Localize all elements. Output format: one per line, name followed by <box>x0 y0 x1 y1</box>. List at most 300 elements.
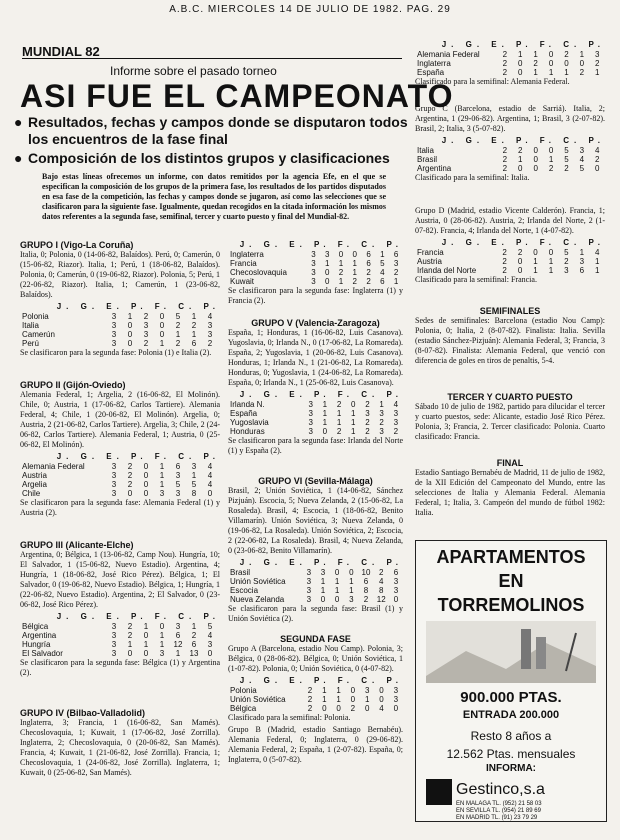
team-name: Chile <box>22 489 41 498</box>
stat-cell: 5 <box>191 480 197 489</box>
stat-cell: 3 <box>111 480 117 489</box>
stat-cell: 4 <box>378 577 384 586</box>
stat-cell: 1 <box>127 312 133 321</box>
group-1-title: GRUPO I (Vigo-La Coruña) <box>20 240 134 250</box>
stat-cell: 0 <box>207 649 213 658</box>
stat-cell: 3 <box>579 146 585 155</box>
group-b-standings <box>415 40 605 87</box>
table-row <box>415 266 605 275</box>
stat-cell: 0 <box>159 312 165 321</box>
stat-cell: 2 <box>127 471 133 480</box>
stat-cell: 6 <box>366 259 371 268</box>
stat-cell: 3 <box>393 586 399 595</box>
stat-cell: 0 <box>379 695 384 704</box>
stat-cell: 0 <box>320 595 326 604</box>
stat-cell: 2 <box>548 164 554 173</box>
stat-cell: 3 <box>111 312 117 321</box>
stat-cell: 3 <box>349 595 354 604</box>
stat-cell: 8 <box>378 586 384 595</box>
stat-cell: 4 <box>207 480 213 489</box>
stat-cell: 1 <box>325 259 330 268</box>
team-name: Unión Soviética <box>230 577 286 586</box>
stat-cell: 0 <box>518 59 523 68</box>
stat-cell: 4 <box>595 248 600 257</box>
stat-cell: 1 <box>548 257 554 266</box>
stat-cell: 2 <box>127 462 133 471</box>
stat-cell: 1 <box>349 586 354 595</box>
stat-cell: 2 <box>502 50 508 59</box>
stat-cell: 4 <box>393 400 399 409</box>
table-row <box>20 480 218 489</box>
stat-cell: 3 <box>325 250 330 259</box>
stat-cell: 2 <box>502 257 507 266</box>
stat-cell: 0 <box>143 631 149 640</box>
team-name: Escocia <box>230 586 259 595</box>
stat-cell: 0 <box>143 471 149 480</box>
stat-cell: 3 <box>564 266 569 275</box>
stat-cell: 6 <box>393 568 399 577</box>
ad-entry: ENTRADA 200.000 <box>462 709 560 721</box>
stat-cell: 2 <box>366 277 371 286</box>
stat-cell: 2 <box>564 164 569 173</box>
stat-cell: 1 <box>595 68 600 77</box>
group-4-title: GRUPO IV (Bilbao-Valladolid) <box>20 708 146 718</box>
stat-cell: 4 <box>380 268 385 277</box>
headline: ASI FUE EL CAMPEONATO <box>20 78 454 114</box>
group-5 <box>228 318 403 456</box>
second-phase <box>228 634 403 765</box>
stat-cell: 2 <box>352 277 357 286</box>
stat-cell: 3 <box>393 695 399 704</box>
table-row <box>228 277 403 286</box>
stat-cell: 0 <box>143 649 149 658</box>
stat-cell: 5 <box>564 155 569 164</box>
table-row <box>228 568 403 577</box>
apartments-ad <box>415 540 607 822</box>
stat-cell: 2 <box>595 155 600 164</box>
stat-cell: 3 <box>308 400 313 409</box>
stat-cell: 1 <box>322 418 328 427</box>
team-name: El Salvador <box>22 649 63 658</box>
stat-cell: 6 <box>380 277 385 286</box>
stat-cell: 0 <box>127 321 133 330</box>
table-row <box>228 250 403 259</box>
table-row <box>228 400 403 409</box>
stat-cell: 3 <box>379 427 384 436</box>
stat-cell: 1 <box>322 695 327 704</box>
group-c-table-header: J. G. E. P. F. C. P. <box>441 136 605 145</box>
group-c-table <box>415 146 605 173</box>
table-row <box>415 50 605 59</box>
table-row <box>228 268 403 277</box>
ad-phone-2: EN SEVILLA TL. (954) 21 89 69 <box>456 808 541 814</box>
stat-cell: 4 <box>207 312 213 321</box>
stat-cell: 3 <box>111 631 117 640</box>
group-2-table <box>20 462 218 498</box>
stat-cell: 0 <box>564 59 569 68</box>
stat-cell: 2 <box>338 268 344 277</box>
team-name: Bélgica <box>22 622 49 631</box>
stat-cell: 1 <box>175 330 181 339</box>
stat-cell: 1 <box>320 577 326 586</box>
group-6-table <box>228 568 403 604</box>
stat-cell: 1 <box>322 409 328 418</box>
stat-cell: 12 <box>376 595 386 604</box>
intro-paragraph: Bajo estas líneas ofrecemos un informe, con datos remitidos por la agencia Efe, en el que se especifican la composición de los grupos de la primera fase, los resultados de los partidos disputados en esa fase de la competición, las fechas y campos donde se jugaron, así como las selecciones que se clasificaron para la siguiente fase. Igualmente, quedan recogidos en la citada información los mismos datos referentes a la segunda fase, semifinal, tercer y cuarto puesto y final del Mundial-82. <box>42 172 386 221</box>
stat-cell: 0 <box>127 649 133 658</box>
group-2-title: GRUPO II (Gijón-Oviedo) <box>20 380 126 390</box>
stat-cell: 0 <box>533 146 538 155</box>
stat-cell: 3 <box>159 489 165 498</box>
stat-cell: 6 <box>175 462 181 471</box>
team-name: Inglaterra <box>230 250 264 259</box>
stat-cell: 8 <box>191 489 197 498</box>
team-name: Austria <box>417 257 442 266</box>
table-row <box>20 462 218 471</box>
stat-cell: 0 <box>548 59 554 68</box>
section-rule <box>22 58 402 59</box>
stat-cell: 0 <box>322 427 328 436</box>
stat-cell: 0 <box>334 595 340 604</box>
stat-cell: 3 <box>159 649 165 658</box>
bullet-dot-icon: ● <box>14 114 23 130</box>
stat-cell: 1 <box>320 586 326 595</box>
stat-cell: 3 <box>393 259 399 268</box>
stat-cell: 2 <box>350 704 356 713</box>
final-title: FINAL <box>496 458 524 468</box>
stat-cell: 3 <box>111 330 117 339</box>
group-4 <box>20 708 220 778</box>
stat-cell: 6 <box>579 266 585 275</box>
stat-cell: 3 <box>306 577 312 586</box>
stat-cell: 1 <box>191 312 197 321</box>
stat-cell: 1 <box>159 471 165 480</box>
stat-cell: 1 <box>548 68 554 77</box>
team-name: Brasil <box>230 568 251 577</box>
group-a-table <box>228 686 403 713</box>
stat-cell: 2 <box>143 312 149 321</box>
stat-cell: 1 <box>322 400 328 409</box>
group-2-text: Alemania Federal, 1; Argelia, 2 (16-06-82, El Molinón). Chile, 0; Austria, 1 (17-06-82, Carlos Tartiere). Alemania Federal, 4; Chile, 1 (20-06-82, El Molinón). Argelia, 0; Austria, 2 (21-06-82, Carlos Tartiere). Argelia, 3; Chile, 2 (24-06-82, Carlos Tartiere). Alemania Federal, 1; Austria, 0 (25-06-82, El Molinón). <box>20 390 220 449</box>
ad-inform: INFORMA: <box>486 763 536 774</box>
team-name: España <box>230 409 258 418</box>
stat-cell: 1 <box>579 248 585 257</box>
stat-cell: 1 <box>352 259 357 268</box>
group-6-title: GRUPO VI (Sevilla-Málaga) <box>258 476 373 486</box>
group-3-table <box>20 622 218 658</box>
stat-cell: 1 <box>159 640 165 649</box>
team-name: Francia <box>417 248 444 257</box>
group-d-table <box>415 248 605 275</box>
stat-cell: 3 <box>393 409 399 418</box>
team-name: Inglaterra <box>417 59 451 68</box>
team-name: Bélgica <box>230 704 257 713</box>
stat-cell: 2 <box>307 695 313 704</box>
stat-cell: 1 <box>548 266 554 275</box>
stat-cell: 2 <box>363 595 369 604</box>
team-name: Nueva Zelanda <box>230 595 285 604</box>
ad-phone-1: EN MALAGA TL. (952) 21 58 03 <box>456 801 542 807</box>
stat-cell: 3 <box>207 330 213 339</box>
stat-cell: 2 <box>191 631 197 640</box>
ad-monthly: 12.562 Ptas. mensuales <box>446 747 576 761</box>
stat-cell: 2 <box>564 50 569 59</box>
stat-cell: 0 <box>325 277 330 286</box>
group-1-note: Se clasificaron para la segunda fase: Polonia (1) e Italia (2). <box>20 348 212 357</box>
stat-cell: 0 <box>325 268 330 277</box>
team-name: España <box>417 68 445 77</box>
table-row <box>228 595 403 604</box>
stat-cell: 3 <box>111 471 117 480</box>
stat-cell: 3 <box>111 321 117 330</box>
stat-cell: 2 <box>393 427 399 436</box>
stat-cell: 2 <box>175 339 181 348</box>
group-b-table-header: J. G. E. P. F. C. P. <box>441 40 605 49</box>
stat-cell: 4 <box>207 462 213 471</box>
table-row <box>228 686 403 695</box>
bullet-2 <box>14 150 408 167</box>
stat-cell: 1 <box>159 339 165 348</box>
stat-cell: 0 <box>393 704 399 713</box>
stat-cell: 1 <box>143 622 149 631</box>
team-name: Alemania Federal <box>22 462 85 471</box>
table-row <box>228 586 403 595</box>
stat-cell: 2 <box>365 418 370 427</box>
stat-cell: 0 <box>379 686 384 695</box>
group-4-table-header: J. G. E. P. F. C. P. <box>239 240 403 249</box>
stat-cell: 1 <box>564 68 569 77</box>
team-name: Argentina <box>417 164 452 173</box>
table-row <box>228 427 403 436</box>
stat-cell: 3 <box>365 409 370 418</box>
stat-cell: 1 <box>336 418 342 427</box>
stat-cell: 2 <box>579 68 585 77</box>
stat-cell: 0 <box>517 257 523 266</box>
table-row <box>228 704 403 713</box>
group-2-table-header: J. G. E. P. F. C. P. <box>56 452 220 461</box>
bullet-2-text: Composición de los distintos grupos y clasificaciones <box>28 150 390 166</box>
stat-cell: 0 <box>352 250 357 259</box>
table-row <box>415 155 605 164</box>
stat-cell: 1 <box>349 577 354 586</box>
ad-building <box>521 629 531 669</box>
table-row <box>415 257 605 266</box>
third-place-text: Sábado 10 de julio de 1982, partido para dilucidar el tercer y cuarto puestos, sede: Alicante, estadio José Rico Pérez. Polonia, 3; Francia, 2. Tercer clasificado: Polonia. Cuarto clasificado: Francia. <box>415 402 605 441</box>
stat-cell: 3 <box>306 586 312 595</box>
stat-cell: 0 <box>364 704 370 713</box>
ad-phone-3: EN MADRID TL. (91) 23 79 29 <box>456 815 538 821</box>
stat-cell: 6 <box>363 577 369 586</box>
stat-cell: 1 <box>143 640 149 649</box>
team-name: Brasil <box>417 155 438 164</box>
group-4-table <box>228 250 403 286</box>
final-text: Estadio Santiago Bernabéu de Madrid, 11 de julio de 1982, de la XII Edición del Campeonato del Mundo, entre las selecciones de Italia y Alemania Federal. Alemania Federal, 1; Italia, 3. Campeón del mundo de fútbol 1982: Italia. <box>415 468 605 517</box>
stat-cell: 1 <box>159 462 165 471</box>
stat-cell: 0 <box>350 695 356 704</box>
table-row <box>228 418 403 427</box>
team-name: Yugoslavia <box>230 418 269 427</box>
stat-cell: 3 <box>364 686 370 695</box>
stat-cell: 1 <box>533 68 538 77</box>
stat-cell: 6 <box>191 640 197 649</box>
stat-cell: 3 <box>393 577 399 586</box>
stat-cell: 1 <box>518 50 523 59</box>
stat-cell: 1 <box>351 427 356 436</box>
group-1-table-header: J. G. E. P. F. C. P. <box>56 302 220 311</box>
stat-cell: 3 <box>579 257 585 266</box>
stat-cell: 13 <box>189 649 199 658</box>
stat-cell: 1 <box>338 259 344 268</box>
group-1 <box>20 240 220 358</box>
page-header: A.B.C. MIERCOLES 14 DE JULIO DE 1982. PAG. 29 <box>169 4 451 15</box>
bullet-1 <box>14 114 408 148</box>
stat-cell: 0 <box>159 330 165 339</box>
stat-cell: 0 <box>336 704 341 713</box>
stat-cell: 1 <box>159 631 165 640</box>
stat-cell: 5 <box>207 622 213 631</box>
stat-cell: 1 <box>533 266 538 275</box>
stat-cell: 1 <box>533 257 538 266</box>
stat-cell: 1 <box>548 155 554 164</box>
stat-cell: 1 <box>334 577 340 586</box>
stat-cell: 3 <box>306 568 312 577</box>
ad-line-3: TORREMOLINOS <box>437 595 585 615</box>
stat-cell: 5 <box>579 164 585 173</box>
stat-cell: 0 <box>127 489 133 498</box>
group-1-text: Italia, 0; Polonia, 0 (14-06-82, Balaídos). Perú, 0; Camerún, 0 (15-06-82, Riazor). Italia, 1; Perú, 1 (18-06-82, Balaídos). Polonia, 0; Camerún, 0 (19-06-82, Riazor). Polonia, 5; Perú, 1 (22-06-82, Riazor). Italia, 1; Camerún, 1 (23-06-82, Balaídos). <box>20 250 220 299</box>
stat-cell: 10 <box>361 568 371 577</box>
stat-cell: 2 <box>517 248 523 257</box>
table-row <box>228 695 403 704</box>
team-name: Hungría <box>22 640 51 649</box>
stat-cell: 0 <box>207 489 213 498</box>
group-5-table-header: J. G. E. P. F. C. P. <box>239 390 403 399</box>
team-name: Italia <box>22 321 39 330</box>
table-row <box>20 622 218 631</box>
bullet-dot-icon: ● <box>14 150 23 166</box>
stat-cell: 3 <box>308 427 313 436</box>
ad-line-1: APARTAMENTOS <box>436 547 586 567</box>
semifinal-text: Sedes de semifinales: Barcelona (estadio Nou Camp): Polonia, 0; Italia, 2 (8-07-82). Finalista: Italia. Sevilla (estadio Sánchez-Pizjuán): Alemania Federal, 3; Francia, 3 (8-07-82). Finalista: Alemania Federal, que venció con diferencia de goles en tiros de penaltis, 5-4. <box>415 316 605 365</box>
ad-building <box>536 637 546 669</box>
stat-cell: 1 <box>159 480 165 489</box>
table-row <box>415 68 605 77</box>
stat-cell: 5 <box>380 259 385 268</box>
stat-cell: 2 <box>366 268 371 277</box>
team-name: Austria <box>22 471 47 480</box>
stat-cell: 2 <box>378 568 384 577</box>
team-name: Kuwait <box>230 277 255 286</box>
stat-cell: 5 <box>175 312 181 321</box>
stat-cell: 3 <box>111 462 117 471</box>
stat-cell: 0 <box>334 568 340 577</box>
stat-cell: 12 <box>173 640 183 649</box>
team-name: Irlanda N. <box>230 400 265 409</box>
group-5-note: Se clasificaron para la segunda fase: Irlanda del Norte (1) y España (2). <box>228 436 403 455</box>
stat-cell: 0 <box>143 489 149 498</box>
stat-cell: 0 <box>548 146 554 155</box>
stat-cell: 3 <box>311 259 316 268</box>
stat-cell: 3 <box>143 321 149 330</box>
group-3-table-header: J. G. E. P. F. C. P. <box>56 612 220 621</box>
stat-cell: 1 <box>595 257 600 266</box>
table-row <box>20 471 218 480</box>
stat-cell: 1 <box>351 418 356 427</box>
group-4-text: Inglaterra, 3; Francia, 1 (16-06-82, San Mamés). Checoslovaquia, 1; Kuwait, 1 (17-06-82, José Zorrilla). Inglaterra, 2; Checoslovaquia, 0 (20-06-82, San Mamés). Francia, 4; Kuwait, 1 (21-06-82, José Zorrilla). Francia, 1; Checoslovaquia, 1 (24-06-82, José Zorrilla). Inglaterra, 1; Kuwait, 0 (25-06-82, San Mamés). <box>20 718 220 777</box>
stat-cell: 2 <box>533 59 538 68</box>
stat-cell: 1 <box>191 471 197 480</box>
stat-cell: 0 <box>533 164 538 173</box>
team-name: Francia <box>230 259 257 268</box>
stat-cell: 0 <box>579 59 585 68</box>
stat-cell: 0 <box>143 462 149 471</box>
table-row <box>20 631 218 640</box>
semifinal-title: SEMIFINALES <box>479 306 541 316</box>
stat-cell: 3 <box>191 462 197 471</box>
stat-cell: 1 <box>351 409 356 418</box>
table-row <box>20 312 218 321</box>
stat-cell: 0 <box>548 248 554 257</box>
team-name: Irlanda del Norte <box>417 266 477 275</box>
stat-cell: 1 <box>393 277 399 286</box>
team-name: Polonia <box>22 312 49 321</box>
group-3 <box>20 540 220 678</box>
stat-cell: 1 <box>191 622 197 631</box>
stat-cell: 2 <box>207 339 213 348</box>
stat-cell: 3 <box>311 277 316 286</box>
stat-cell: 4 <box>207 471 213 480</box>
stat-cell: 2 <box>518 146 523 155</box>
ad-rest: Resto 8 años a <box>470 729 552 743</box>
group-c <box>415 104 605 183</box>
stat-cell: 1 <box>595 266 600 275</box>
group-d <box>415 206 605 285</box>
group-6-table-header: J. G. E. P. F. C. P. <box>239 558 403 567</box>
group-d-table-header: J. G. E. P. F. C. P. <box>441 238 605 247</box>
stat-cell: 2 <box>365 427 370 436</box>
stat-cell: 3 <box>311 250 316 259</box>
table-row <box>20 489 218 498</box>
stat-cell: 3 <box>207 321 213 330</box>
kicker: Informe sobre el pasado torneo <box>110 64 277 78</box>
group-3-text: Argentina, 0; Bélgica, 1 (13-06-82, Camp Nou). Hungría, 10; El Salvador, 1 (15-06-82, Nuevo Estadio). Argentina, 4; Hungría, 1 (18-06-82, José Rico Pérez). Bélgica, 1; El Salvador, 0 (19-06-82, Nuevo Estadio). Bélgica, 1; Hungría, 1 (22-06-82, Nuevo Estadio). Argentina, 2; El Salvador, 0 (23-06-82, José Rico Pérez). <box>20 550 220 609</box>
stat-cell: 0 <box>143 480 149 489</box>
stat-cell: 2 <box>127 480 133 489</box>
stat-cell: 4 <box>207 631 213 640</box>
stat-cell: 3 <box>308 409 313 418</box>
stat-cell: 4 <box>595 146 600 155</box>
stat-cell: 0 <box>338 250 344 259</box>
stat-cell: 3 <box>207 640 213 649</box>
table-row <box>20 649 218 658</box>
stat-cell: 6 <box>175 631 181 640</box>
stat-cell: 3 <box>311 268 316 277</box>
team-name: Argelia <box>22 480 47 489</box>
group-5-title: GRUPO V (Valencia-Zaragoza) <box>251 318 380 328</box>
stat-cell: 3 <box>111 640 117 649</box>
stat-cell: 2 <box>365 400 370 409</box>
group-b-table <box>415 50 605 77</box>
stat-cell: 4 <box>379 704 384 713</box>
stat-cell: 1 <box>518 155 523 164</box>
stat-cell: 0 <box>548 50 554 59</box>
stat-cell: 1 <box>127 640 133 649</box>
stat-cell: 6 <box>366 250 371 259</box>
team-name: Polonia <box>230 686 257 695</box>
third-place <box>415 392 605 442</box>
stat-cell: 2 <box>502 266 507 275</box>
stat-cell: 3 <box>595 50 600 59</box>
